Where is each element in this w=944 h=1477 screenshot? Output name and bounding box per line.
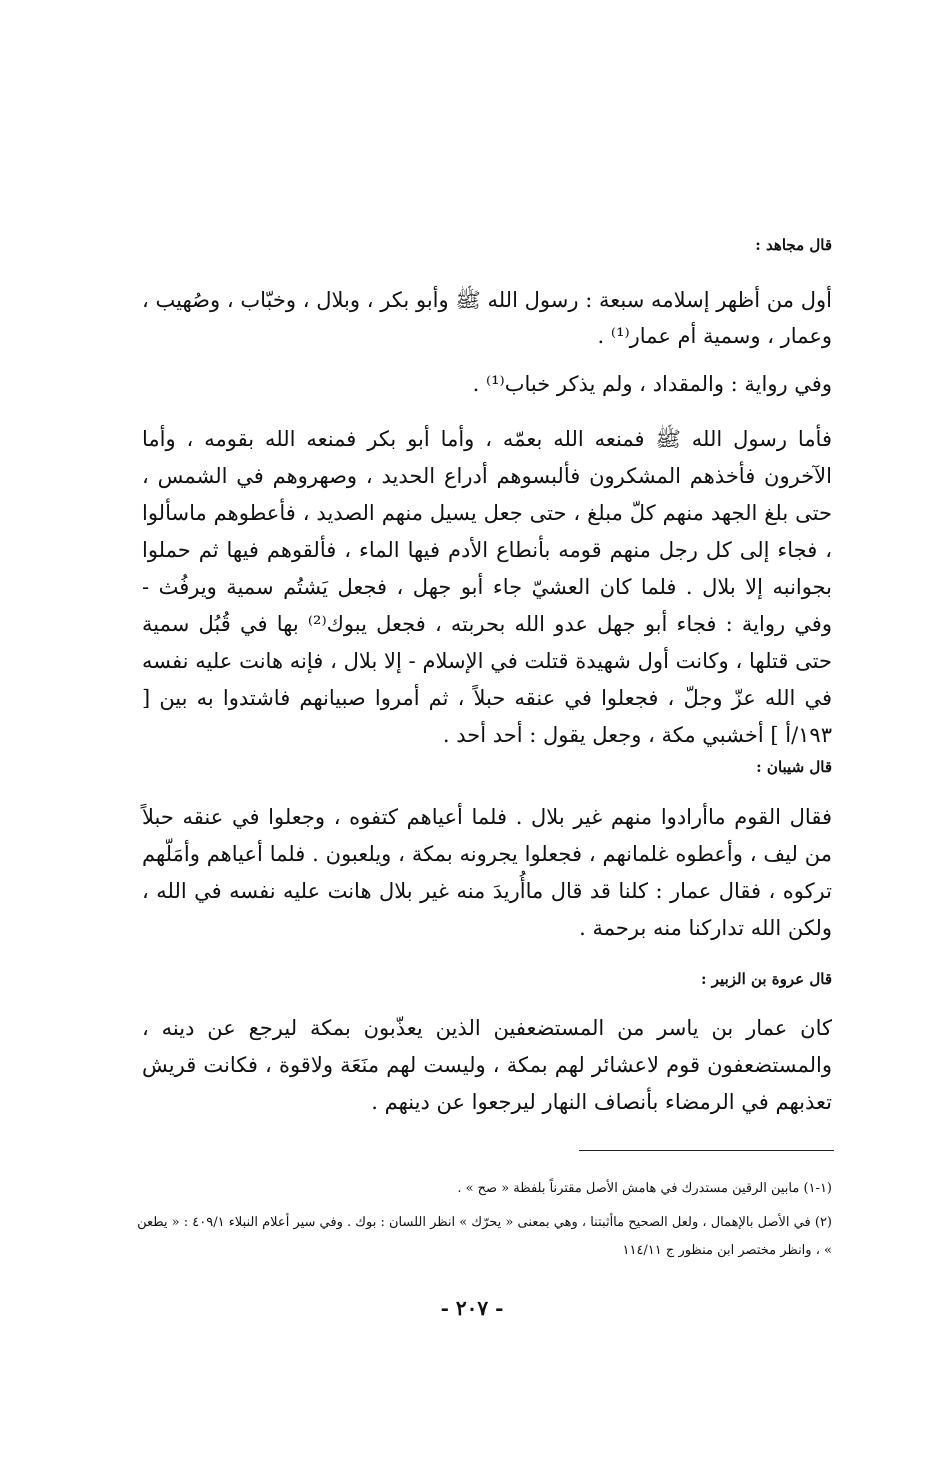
paragraph-first-converts	[142, 282, 832, 354]
paragraph-shayban	[142, 799, 832, 947]
page-number: - ٢٠٧ -	[440, 1296, 504, 1320]
footnote-2: (٢) في الأصل بالإهمال ، ولعل الصحيح ماأثبتنا ، وهي بمعنى « يحرّك » انظر اللسان : بوك . وفي سير أعلام النبلاء ٤٠٩/١ : « يطعن » ، وانظر مختصر ابن منظور ج ١١٤/١١	[137, 1215, 832, 1258]
footnote-1: (١-١) مابين الرقين مستدرك في هامش الأصل مقترناً بلفظة « صح » .	[457, 1181, 832, 1196]
section-heading-mujahid: قال مجاهد :	[755, 236, 832, 254]
paragraph-text: فأما رسول الله ﷺ فمنعه الله بعمّه ، وأما أبو بكر فمنعه الله بقومه ، وأما الآخرون فأخذهم المشكرون فألبسوهم أدراع الحديد ، وصهروهم في الشمس ، حتى بلغ الجهد منهم كلّ مبلغ ، حتى جعل يسيل منهم الصديد ، فأعطوهم ماسألوا ، فجاء إلى كل رجل منهم قومه بأنطاع الأدم فيها الماء ، فألقوهم فيها ثم حملوا بجوانبه إلا بلال . فلما كان العشيّ جاء أبو جهل ، فجعل يَشتُم سمية ويرفُث - وفي رواية : فجاء أبو جهل عدو الله بحربته ، فجعل يبوك⁽²⁾ بها في قُبُل سمية حتى قتلها ، وكانت أول شهيدة قتلت في الإسلام - إلا بلال ، فإنه هانت عليه نفسه في الله عزّ وجلّ ، فجعلوا في عنقه حبلاً ، ثم أمروا صبيانهم فاشتدوا به بين [ ١٩٣/أ ] أخشبي مكة ، وجعل يقول : أحد أحد .	[142, 427, 832, 747]
paragraph-text: كان عمار بن ياسر من المستضعفين الذين يعذّبون بمكة ليرجع عن دينه ، والمستضعفون قوم لاعشائر لهم بمكة ، وليست لهم منَعَة ولاقوة ، فكانت قريش تعذبهم في الرمضاء بأنصاف النهار ليرجعوا عن دينهم .	[142, 1016, 832, 1114]
paragraph-torture-story	[142, 421, 832, 754]
paragraph-text: فقال القوم ماأرادوا منهم غير بلال . فلما أعياهم كتفوه ، وجعلوا في عنقه حبلاً من ليف ، وأعطوه غلمانهم ، فجعلوا يجرونه بمكة ، ويلعبون . فلما أعياهم وأمَلّهم تركوه ، فقال عمار : كلنا قد قال ماأُريدَ منه غير بلال هانت عليه نفسه في الله ، ولكن الله تداركنا منه برحمة .	[142, 805, 832, 940]
paragraph-urwa	[142, 1010, 832, 1121]
paragraph-variant-narration	[142, 366, 832, 402]
footnote-separator	[579, 1150, 834, 1151]
paragraph-text: وفي رواية : والمقداد ، ولم يذكر خباب⁽¹⁾ .	[472, 372, 832, 396]
section-heading-urwa: قال عروة بن الزبير :	[701, 970, 832, 988]
paragraph-text: أول من أظهر إسلامه سبعة : رسول الله ﷺ وأبو بكر ، وبلال ، وخبّاب ، وصُهيب ، وعمار ، وسمية أم عمار⁽¹⁾ .	[142, 288, 832, 348]
section-heading-shayban: قال شيبان :	[756, 758, 832, 776]
